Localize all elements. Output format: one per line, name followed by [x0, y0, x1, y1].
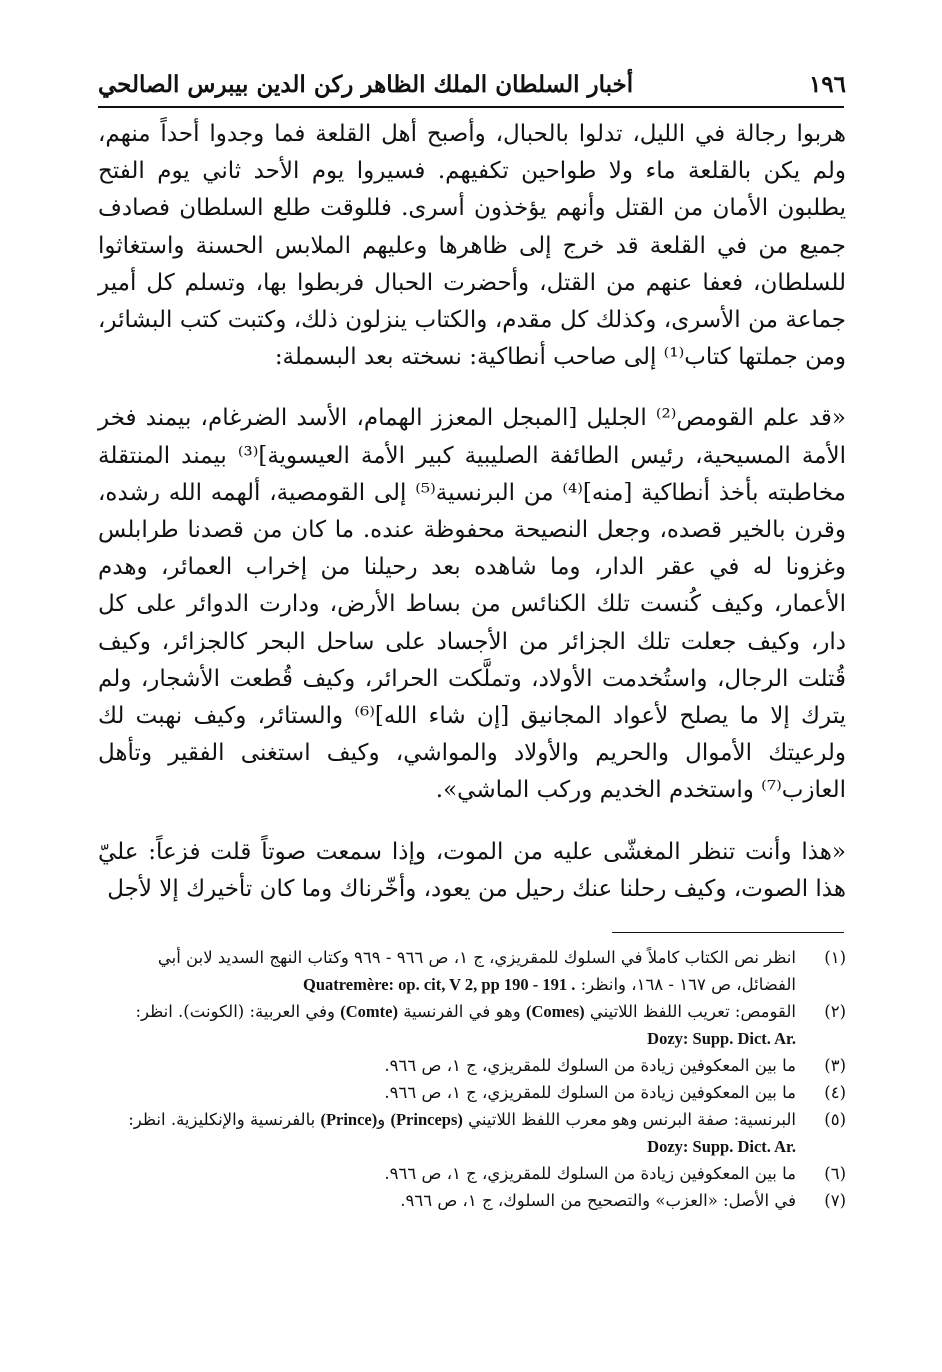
- paragraph-2: «قد علم القومص⁽²⁾ الجليل [المبجل المعزز الهمام، الأسد الضرغام، بيمند فخر الأمة المسيحية، رئيس الطائفة الصليبية كبير الأمة العيسوية]⁽³⁾ بيمند المنتقلة مخاطبته بأخذ أنطاكية [منه]⁽⁴⁾ من البرنسية⁽⁵⁾ إلى القومصية، ألهمه الله رشده، وقرن بالخير قصده، وجعل النصيحة محفوظة عنده. ما كان من قصدنا طرابلس وغزونا له في عقر الدار، وما شاهده بعد رحيلنا من إخراب العمائر، وهدم الأعمار، وكيف كُنست تلك الكنائس من بساط الأرض، ودارت الدوائر على كل دار، وكيف جعلت تلك الجزائر من الأجساد على ساحل البحر كالجزائر، وكيف قُتلت الرجال، واستُخدمت الأولاد، وتملَّكت الحرائر، وكيف قُطعت الأشجار، ولم يترك إلا ما يصلح لأعواد المجانيق [إن شاء الله]⁽⁶⁾ والستائر، وكيف نهبت لك ولرعيتك الأموال والحريم والأولاد والمواشي، وكيف استغنى الفقير وتأهل العازب⁽⁷⁾ واستخدم الخديم وركب الماشي».: [98, 405, 847, 804]
- footnote-number: (٦): [824, 1164, 846, 1183]
- footnote-number: (٤): [824, 1083, 846, 1102]
- footnote-text: [98, 1106, 796, 1160]
- running-header: [98, 64, 846, 104]
- latin-term: (Princeps): [390, 1110, 463, 1129]
- running-title: أخبار السلطان الملك الظاهر ركن الدين بيبرس الصالحي: [98, 70, 634, 98]
- footnote-body: ما بين المعكوفين زيادة من السلوك للمقريزي، ج ١، ص ٩٦٦.: [384, 1083, 796, 1102]
- footnote-rule: [612, 932, 844, 933]
- footnotes: [98, 944, 846, 1214]
- footnote-body: القومص: تعريب اللفظ اللاتيني: [589, 1002, 796, 1021]
- footnote-body: في الأصل: «العزب» والتصحيح من السلوك، ج ١، ص ٩٦٦.: [400, 1191, 796, 1210]
- footnote-body: وهو في الفرنسية: [403, 1002, 521, 1021]
- footnote-4: [98, 1079, 846, 1106]
- latin-term: (Prince): [320, 1110, 378, 1129]
- footnote-6: [98, 1160, 846, 1187]
- footnote-number: (٥): [824, 1110, 846, 1129]
- footnote-5: [98, 1106, 846, 1160]
- footnote-number: (٣): [824, 1056, 846, 1075]
- footnote-number: (٧): [824, 1191, 846, 1210]
- footnote-body: ما بين المعكوفين زيادة من السلوك للمقريزي، ج ١، ص ٩٦٦.: [384, 1056, 796, 1075]
- footnote-7: [98, 1187, 846, 1214]
- footnote-body: ما بين المعكوفين زيادة من السلوك للمقريزي، ج ١، ص ٩٦٦.: [384, 1164, 796, 1183]
- footnote-text: [98, 944, 796, 998]
- paragraph-1: هربوا رجالة في الليل، تدلوا بالحبال، وأصبح أهل القلعة فما وجدوا أحداً منهم، ولم يكن بالقلعة ماء ولا طواحين تكفيهم. فسيروا يوم الأحد ثاني يوم الفتح يطلبون الأمان من القتل وأنهم يؤخذون أسرى. فللوقت طلع السلطان فصادف جميع من في القلعة قد خرج إلى ظاهرها وعليهم الملابس الحسنة واستغاثوا للسلطان، فعفا عنهم من القتل، وأحضرت الحبال فربطوا بها، وتسلم كل أمير جماعة من الأسرى، وكذلك كل مقدم، والكتاب ينزلون ذلك، وكتبت كتب البشائر، ومن جملتها كتاب⁽¹⁾ إلى صاحب أنطاكية: نسخته بعد البسملة:: [98, 121, 846, 371]
- footnote-number: (١): [824, 948, 846, 967]
- footnote-body: انظر نص الكتاب كاملاً في السلوك للمقريزي، ج ١، ص ٩٦٦ - ٩٦٩ وكتاب النهج السديد لابن أبي الفضائل، ص ١٦٧ - ١٦٨، وانظر:: [157, 948, 796, 994]
- footnote-1: [98, 944, 846, 998]
- footnote-reference: Dozy: Supp. Dict. Ar.: [647, 1137, 796, 1156]
- footnote-number: (٢): [824, 1002, 846, 1021]
- header-rule: [98, 106, 844, 108]
- footnote-body: و: [377, 1110, 386, 1129]
- footnote-reference: Dozy: Supp. Dict. Ar.: [647, 1029, 796, 1048]
- latin-term: (Comes): [525, 1002, 585, 1021]
- footnote-2: [98, 998, 846, 1052]
- footnote-reference: Quatremère: op. cit, V 2, pp 190 - 191 .: [303, 975, 576, 994]
- page-number: ١٩٦: [808, 70, 846, 98]
- paragraph-3: «هذا وأنت تنظر المغشّى عليه من الموت، وإذا سمعت صوتاً قلت فزعاً: عليّ هذا الصوت، وكيف رحلنا عنك رحيل من يعود، وأخّرناك وما كان تأخيرك إلا لأجل: [98, 838, 846, 902]
- footnote-body: وفي العربية: (الكونت). انظر:: [135, 1002, 335, 1021]
- main-text: [98, 116, 846, 908]
- latin-term: (Comte): [340, 1002, 398, 1021]
- footnote-text: [98, 998, 796, 1052]
- footnote-body: بالفرنسية والإنكليزية. انظر:: [128, 1110, 316, 1129]
- footnote-3: [98, 1052, 846, 1079]
- footnote-body: البرنسية: صفة البرنس وهو معرب اللفظ اللاتيني: [468, 1110, 796, 1129]
